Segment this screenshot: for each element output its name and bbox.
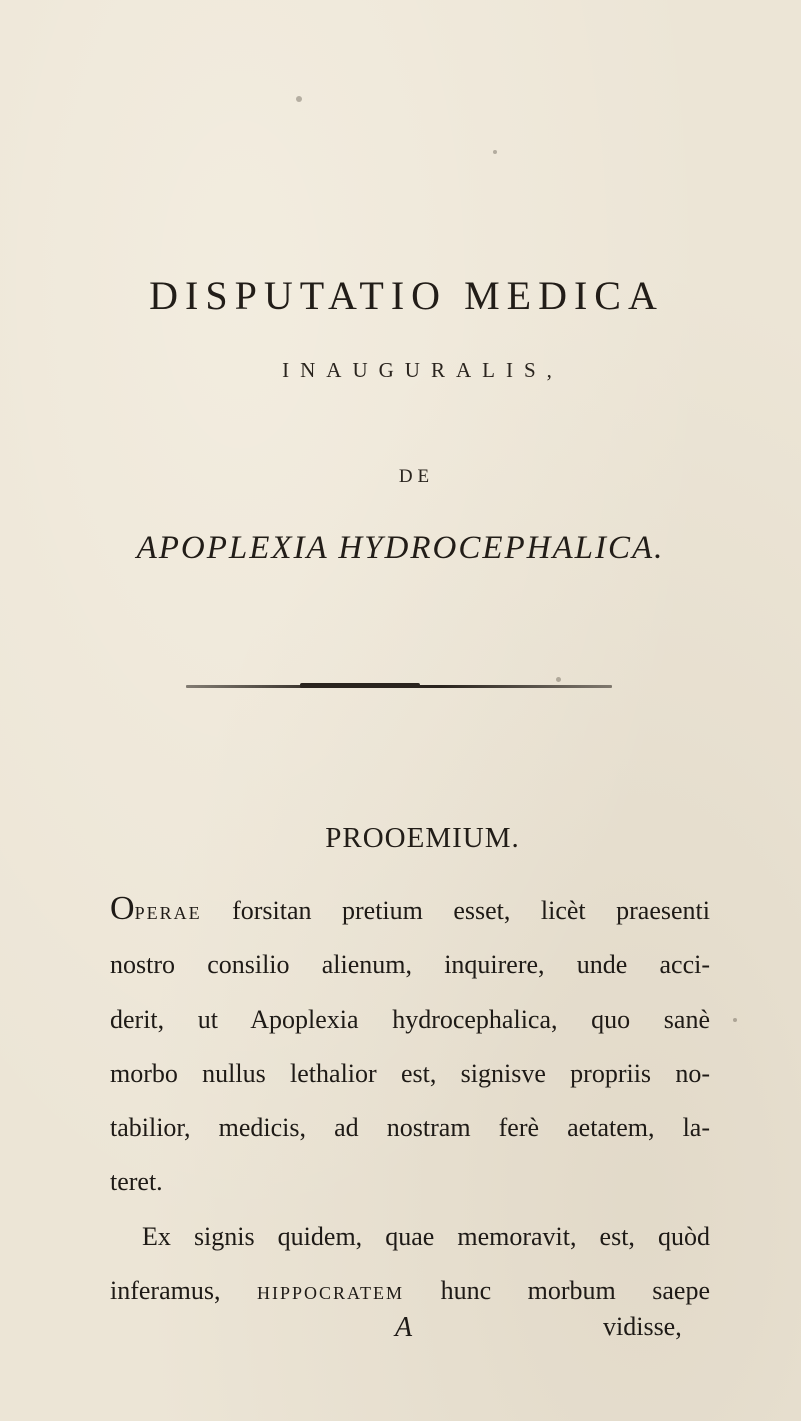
title-line-2: INAUGURALIS, [282, 358, 563, 382]
paper-speck [493, 150, 497, 154]
title-line-1: DISPUTATIO MEDICA [149, 273, 664, 318]
signature-mark: A [395, 1312, 413, 1343]
drop-cap: O [110, 890, 135, 927]
small-caps-word: PERAE [134, 903, 202, 923]
text-line: tabilior, medicis, ad nostram ferè aetatem, la- [110, 1113, 710, 1143]
title-line-4: APOPLEXIA HYDROCEPHALICA. [136, 530, 665, 566]
text-line [110, 1264, 710, 1318]
text-segment: forsitan pretium esset, licèt praesenti [232, 896, 710, 925]
text-segment: inferamus, [110, 1276, 221, 1306]
text-line: Ex signis quidem, quae memoravit, est, quòd [142, 1221, 710, 1251]
section-heading: PROOEMIUM. [325, 822, 520, 854]
text-line: derit, ut Apoplexia hydrocephalica, quo sanè [110, 1004, 710, 1034]
paper-speck [556, 677, 561, 682]
small-caps-name: HIPPOCRATEM [257, 1283, 405, 1304]
title-line-3: DE [398, 466, 435, 487]
body-text [110, 884, 710, 1318]
horizontal-rule-center [300, 683, 420, 688]
text-line: teret. [110, 1167, 163, 1197]
paper-speck [296, 96, 302, 102]
catchword: vidisse, [603, 1312, 682, 1341]
paper-speck [733, 1018, 737, 1022]
text-line: nostro consilio alienum, inquirere, unde acci- [110, 950, 710, 980]
text-line: morbo nullus lethalior est, signisve propriis no- [110, 1058, 710, 1088]
text-line [110, 884, 710, 938]
text-segment: hunc morbum saepe [440, 1276, 711, 1306]
